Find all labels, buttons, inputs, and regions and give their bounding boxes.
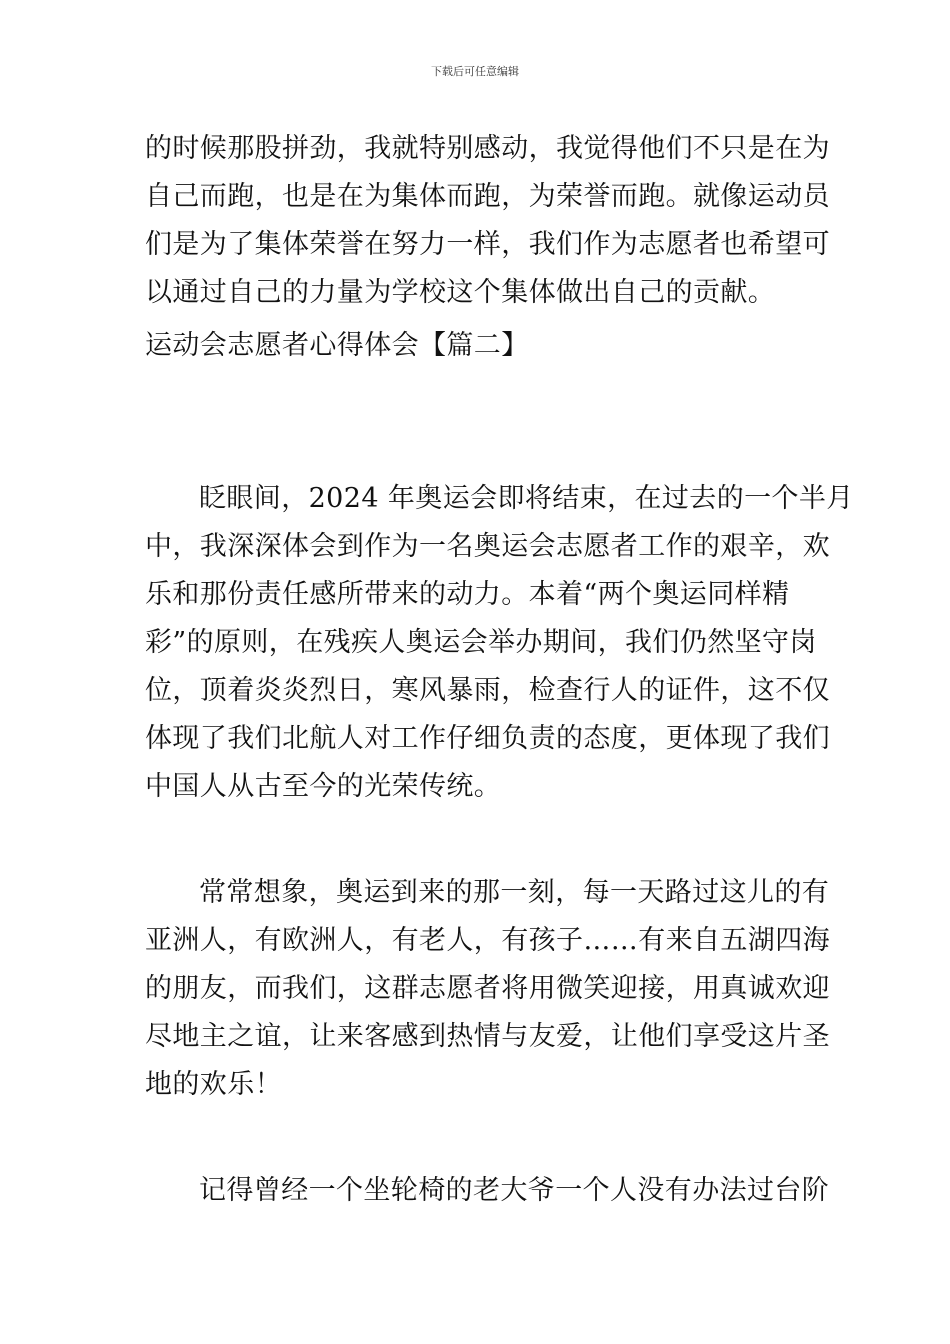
- text-line: 彩”的原则，在残疾人奥运会举办期间，我们仍然坚守岗: [145, 627, 817, 658]
- text-line: 记得曾经一个坐轮椅的老大爷一个人没有办法过台阶: [199, 1175, 830, 1206]
- page-header-note: 下载后可任意编辑: [431, 65, 519, 78]
- text-line: 常常想象，奥运到来的那一刻，每一天路过这儿的有: [199, 877, 830, 908]
- text-line: 中国人从古至今的光荣传统。: [145, 771, 502, 802]
- section-heading: 运动会志愿者心得体会【篇二】: [145, 330, 529, 361]
- text-line: 亚洲人，有欧洲人，有老人，有孩子……有来自五湖四海: [145, 925, 830, 956]
- text-line: 位，顶着炎炎烈日，寒风暴雨，检查行人的证件，这不仅: [145, 675, 830, 706]
- text-line: 的时候那股拼劲，我就特别感动，我觉得他们不只是在为: [145, 133, 830, 164]
- text-line: 以通过自己的力量为学校这个集体做出自己的贡献。: [145, 277, 776, 308]
- text-line: 们是为了集体荣誉在努力一样，我们作为志愿者也希望可: [145, 229, 830, 260]
- text-line: 中，我深深体会到作为一名奥运会志愿者工作的艰辛，欢: [145, 531, 830, 562]
- text-line: 眨眼间，2024 年奥运会即将结束，在过去的一个半月: [199, 483, 854, 514]
- text-line: 尽地主之谊，让来客感到热情与友爱，让他们享受这片圣: [145, 1021, 830, 1052]
- text-line: 的朋友，而我们，这群志愿者将用微笑迎接，用真诚欢迎: [145, 973, 830, 1004]
- text-line: 地的欢乐！: [145, 1069, 282, 1100]
- text-line: 自己而跑，也是在为集体而跑，为荣誉而跑。就像运动员: [145, 181, 830, 212]
- text-line: 乐和那份责任感所带来的动力。本着“两个奥运同样精: [145, 579, 790, 610]
- text-line: 体现了我们北航人对工作仔细负责的态度，更体现了我们: [145, 723, 830, 754]
